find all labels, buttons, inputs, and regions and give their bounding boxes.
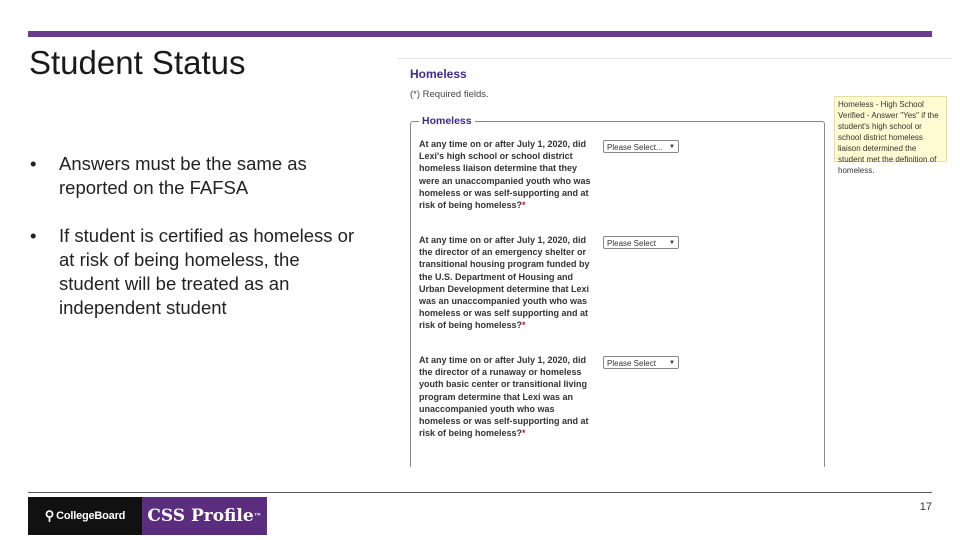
collegeboard-label: CollegeBoard	[56, 510, 126, 522]
bullet-dot-icon: •	[30, 153, 37, 174]
select-value: Please Select	[607, 239, 656, 248]
dropdown-arrow-icon: ▼	[669, 240, 675, 246]
select-value: Please Select	[607, 359, 656, 368]
form-heading: Homeless	[410, 67, 467, 81]
bullet-item	[30, 224, 360, 320]
question-3-select[interactable]	[603, 356, 679, 369]
page-number: 17	[919, 501, 932, 513]
help-tooltip: Homeless - High School Verified - Answer "Yes" if the student's high school or school district homeless liaison determined the student met the definition of homeless.	[834, 96, 947, 162]
required-note: (*) Required fields.	[410, 89, 489, 100]
required-star: *	[522, 200, 526, 211]
question-1	[419, 138, 597, 211]
required-star: *	[522, 320, 526, 331]
slide-title: Student Status	[29, 44, 246, 81]
acorn-icon: ⚲	[44, 508, 55, 523]
question-2	[419, 234, 597, 332]
form-screenshot	[397, 58, 952, 471]
dropdown-arrow-icon: ▼	[669, 144, 675, 150]
css-profile-logo	[142, 497, 267, 535]
bullet-text: If student is certified as homeless or at risk of being homeless, the student will be treated as an independent student	[59, 225, 355, 318]
bullet-item	[30, 152, 360, 200]
top-accent-bar	[28, 31, 932, 37]
question-1-select[interactable]	[603, 140, 679, 153]
bullet-list	[30, 152, 360, 344]
fieldset-legend: Homeless	[419, 115, 475, 127]
collegeboard-logo	[28, 497, 142, 535]
question-text: At any time on or after July 1, 2020, did the director of an emergency shelter or transitional housing program funded by the U.S. Department of Housing and Urban Development determine that Lexi was an unaccompanied youth who was homeless or was self supporting and at risk of being homeless?	[419, 235, 590, 331]
question-3	[419, 354, 597, 439]
bullet-text: Answers must be the same as reported on the FAFSA	[59, 153, 307, 198]
footer-logo	[28, 497, 267, 535]
question-text: At any time on or after July 1, 2020, did the director of a runaway or homeless youth basic center or transitional living program determine that Lexi was an unaccompanied youth who was homeless or was self-supporting and at risk of being homeless?	[419, 355, 589, 439]
footer-divider	[28, 492, 932, 493]
select-value: Please Select...	[607, 143, 663, 152]
bullet-dot-icon: •	[30, 225, 37, 246]
required-star: *	[522, 428, 526, 439]
trademark-mark: ™	[253, 511, 262, 521]
homeless-fieldset	[410, 115, 825, 467]
css-profile-label: CSS Profile	[147, 506, 254, 526]
question-text: At any time on or after July 1, 2020, did Lexi's high school or school district homeless liaison determine that they were an unaccompanied youth who was homeless or was self-supporting and at risk of being homeless?	[419, 139, 591, 211]
question-2-select[interactable]	[603, 236, 679, 249]
dropdown-arrow-icon: ▼	[669, 360, 675, 366]
